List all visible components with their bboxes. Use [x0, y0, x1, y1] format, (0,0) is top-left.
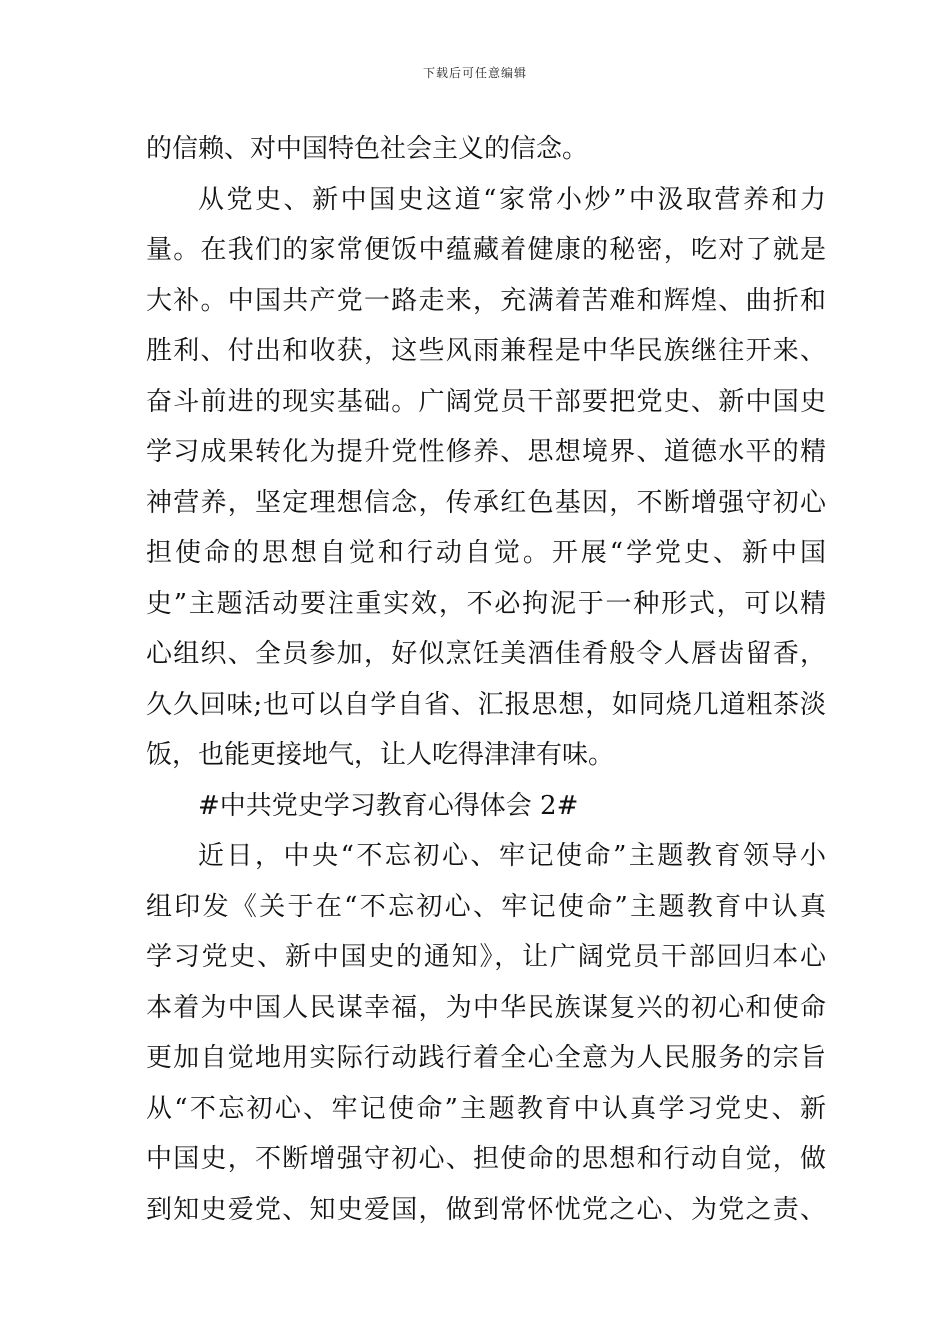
text-line: 胜利、付出和收获，这些风雨兼程是中华民族继往开来、: [146, 336, 826, 366]
section-heading: #中共党史学习教育心得体会 2#: [198, 790, 579, 821]
text-line: 量。在我们的家常便饭中蕴藏着健康的秘密，吃对了就是: [146, 235, 826, 265]
text-line: 中国史，不断增强守初心、担使命的思想和行动自觉，做: [146, 1144, 826, 1174]
text-line: 学习党史、新中国史的通知》，让广阔党员干部回归本心: [146, 942, 826, 972]
text-line: 更加自觉地用实际行动践行着全心全意为人民服务的宗旨: [146, 1043, 826, 1073]
text-line: 史”主题活动要注重实效，不必拘泥于一种形式，可以精: [146, 588, 826, 619]
text-line: 心组织、全员参加，好似烹饪美酒佳肴般令人唇齿留香，: [146, 639, 826, 669]
text-line: 大补。中国共产党一路走来，充满着苦难和辉煌、曲折和: [146, 285, 826, 316]
text-line: 的信赖、对中国特色社会主义的信念。: [146, 134, 589, 164]
text-line: 本着为中国人民谋幸福，为中华民族谋复兴的初心和使命: [146, 992, 826, 1023]
text-line: 到知史爱党、知史爱国，做到常怀忧党之心、为党之责、: [146, 1194, 826, 1225]
page-header: 下载后可任意编辑: [422, 66, 527, 80]
text-line: 组印发《关于在“不忘初心、牢记使命”主题教育中认真: [146, 891, 826, 922]
document-body: [146, 124, 826, 1235]
text-line: 担使命的思想自觉和行动自觉。开展“学党史、新中国: [146, 538, 826, 568]
text-line: 从党史、新中国史这道“家常小炒”中汲取营养和力: [198, 184, 826, 215]
text-line: 奋斗前进的现实基础。广阔党员干部要把党史、新中国史: [146, 386, 826, 417]
text-line: 久久回味;也可以自学自省、汇报思想，如同烧几道粗茶淡: [146, 689, 826, 720]
text-line: 饭，也能更接地气，让人吃得津津有味。: [146, 740, 615, 770]
text-line: 近日，中央“不忘初心、牢记使命”主题教育领导小: [198, 841, 826, 871]
text-line: 神营养，坚定理想信念，传承红色基因，不断增强守初心: [146, 487, 826, 518]
text-line: 学习成果转化为提升党性修养、思想境界、道德水平的精: [146, 437, 826, 467]
text-line: 从“不忘初心、牢记使命”主题教育中认真学习党史、新: [146, 1093, 826, 1124]
